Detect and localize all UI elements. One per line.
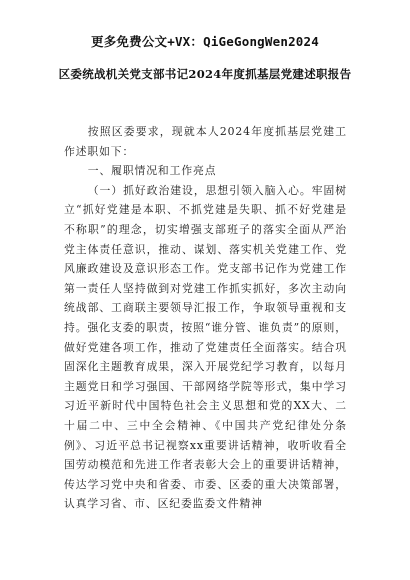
document-body bbox=[64, 122, 347, 514]
document-title: 区委统战机关党支部书记2024年度抓基层党建述职报告 bbox=[58, 67, 352, 81]
body-paragraph bbox=[64, 181, 347, 514]
intro-paragraph: 按照区委要求，现就本人2024年度抓基层党建工作述职如下： bbox=[64, 125, 347, 158]
paragraph-text: 牢固树立“抓好党建是本职、不抓党建是失职、抓不好党建是不称职”的理念，切实增强支部班子的落实全面从严治党主体责任意识，推动、谋划、落实机关党建工作、党风廉政建设及意识形态工作。党支部书记作为党建工作第一责任人坚持做到对党建工作抓实抓好，多次主动向统战部、工商联主要领导汇报工作，争取领导重视和支持。强化支委的职责，按照“谁分管、谁负责”的原则，做好党建各项工作，推动了党建责任全面落实。结合巩固深化主题教育成果，深入开展党纪学习教育，以每月主题党日和学习强国、干部网络学院等形式，集中学习习近平新时代中国特色社会主义思想和党的XX大、二十届二中、三中全会精神、《中国共产党纪律处分条例》、习近平总书记视察xx重要讲话精神，收听收看全国劳动模范和先进工作者表彰大会上的重要讲话精神，传达学习党中央和省委、市委、区委的重大决策部署，认真学习省、市、区纪委监委文件精神 bbox=[64, 183, 347, 511]
subsection-heading: （一）抓好政治建设，思想引领入脑入心。 bbox=[87, 183, 312, 197]
promo-header: 更多免费公文+VX：QiGeGongWen2024 bbox=[91, 34, 319, 49]
section-heading: 一、履职情况和工作亮点 bbox=[87, 164, 217, 178]
